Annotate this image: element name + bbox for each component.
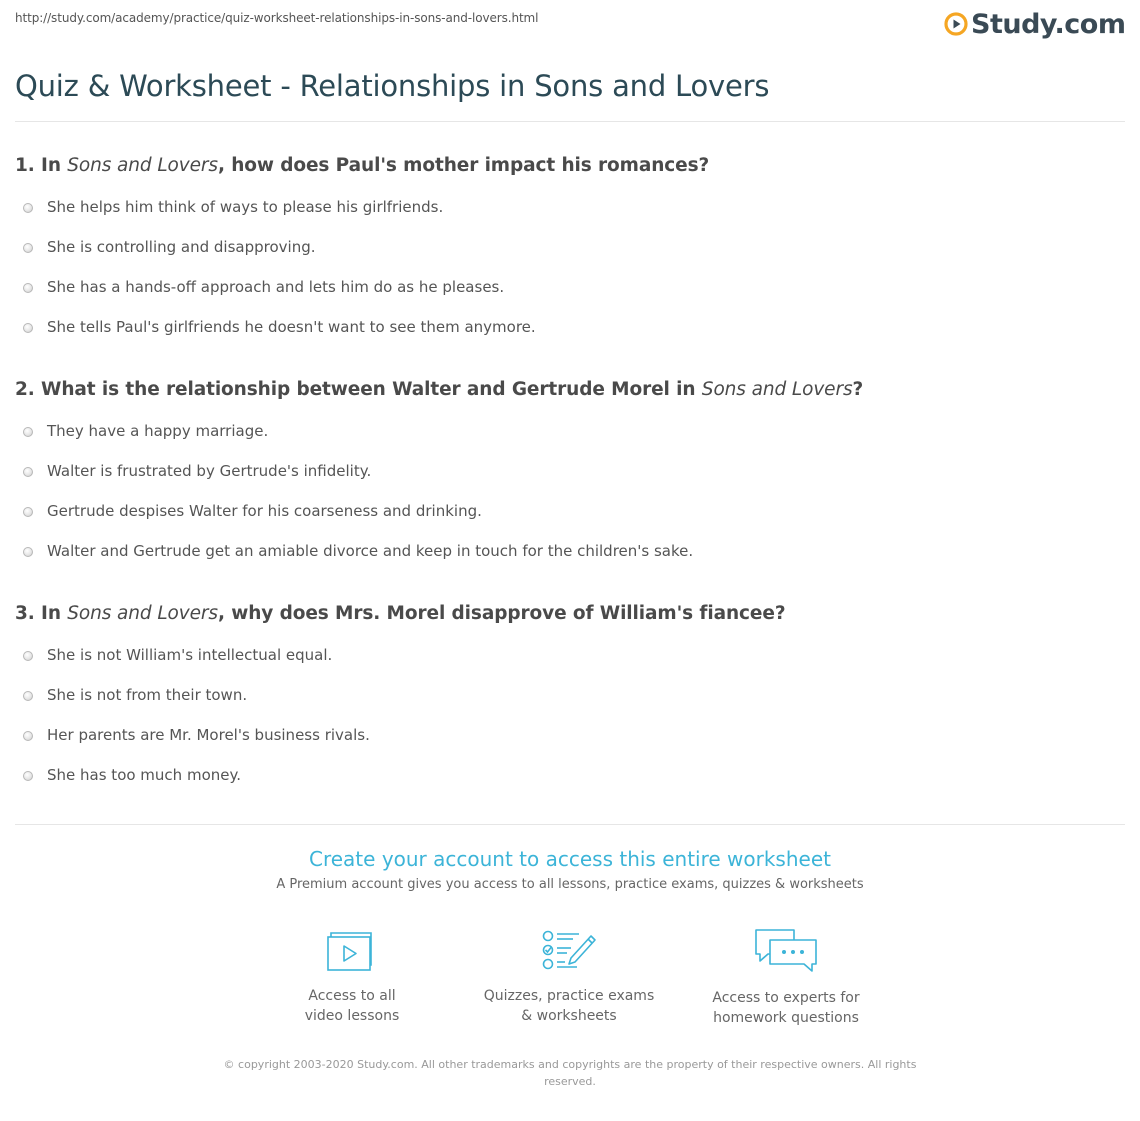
question-3-prefix: 3. In <box>15 603 68 624</box>
question-2-book-title: Sons and Lovers <box>701 379 853 400</box>
question-1-book-title: Sons and Lovers <box>67 155 218 176</box>
answer-text: She has too much money. <box>47 766 241 784</box>
radio-button[interactable] <box>23 731 33 741</box>
question-1 <box>15 155 709 176</box>
answer-text: She is not William's intellectual equal. <box>47 646 333 664</box>
answer-text: Gertrude despises Walter for his coarseness and drinking. <box>47 502 482 520</box>
feature-quizzes <box>469 928 669 1026</box>
question-3 <box>15 603 785 624</box>
feature-video-lessons <box>252 928 452 1026</box>
radio-button[interactable] <box>23 771 33 781</box>
copyright-footer: © copyright 2003-2020 Study.com. All other trademarks and copyrights are the property of their respective owners. All rights reserved. <box>223 1058 917 1088</box>
feature-label: Quizzes, practice exams & worksheets <box>483 988 655 1024</box>
radio-button[interactable] <box>23 547 33 557</box>
radio-button[interactable] <box>23 467 33 477</box>
cta-divider <box>15 824 1125 825</box>
question-3-book-title: Sons and Lovers <box>67 603 218 624</box>
logo-text: Study.com <box>971 8 1126 40</box>
answer-text: Her parents are Mr. Morel's business rivals. <box>47 726 370 744</box>
question-2 <box>15 379 863 400</box>
video-lessons-icon <box>326 928 378 972</box>
question-2-suffix: ? <box>852 379 864 400</box>
radio-button[interactable] <box>23 203 33 213</box>
answer-text: She has a hands-off approach and lets him do as he pleases. <box>47 278 505 296</box>
quiz-checklist-icon <box>541 928 597 972</box>
answer-text: They have a happy marriage. <box>47 422 269 440</box>
study-logo[interactable] <box>944 6 1125 42</box>
page-url: http://study.com/academy/practice/quiz-worksheet-relationships-in-sons-and-lovers.html <box>15 11 539 25</box>
radio-button[interactable] <box>23 323 33 333</box>
create-account-link[interactable]: Create your account to access this entire worksheet <box>309 847 831 871</box>
answer-text: She tells Paul's girlfriends he doesn't want to see them anymore. <box>47 318 536 336</box>
radio-button[interactable] <box>23 283 33 293</box>
question-2-prefix: 2. What is the relationship between Walter and Gertrude Morel in <box>15 379 702 400</box>
page-title: Quiz & Worksheet - Relationships in Sons and Lovers <box>15 69 770 103</box>
play-circle-icon <box>944 12 968 36</box>
answer-text: Walter is frustrated by Gertrude's infidelity. <box>47 462 372 480</box>
question-1-prefix: 1. In <box>15 155 68 176</box>
question-1-suffix: , how does Paul's mother impact his romances? <box>217 155 710 176</box>
radio-button[interactable] <box>23 243 33 253</box>
answer-text: She is not from their town. <box>47 686 248 704</box>
radio-button[interactable] <box>23 507 33 517</box>
cta-subtitle: A Premium account gives you access to all lessons, practice exams, quizzes & worksheets <box>276 877 864 892</box>
radio-button[interactable] <box>23 427 33 437</box>
chat-bubbles-icon <box>754 928 818 974</box>
feature-experts <box>686 928 886 1028</box>
title-divider <box>15 121 1125 122</box>
answer-text: She helps him think of ways to please his girlfriends. <box>47 198 444 216</box>
radio-button[interactable] <box>23 691 33 701</box>
feature-label: Access to all video lessons <box>304 988 400 1024</box>
answer-text: She is controlling and disapproving. <box>47 238 316 256</box>
question-3-suffix: , why does Mrs. Morel disapprove of William's fiancee? <box>217 603 786 624</box>
feature-label: Access to experts for homework questions <box>712 990 860 1026</box>
radio-button[interactable] <box>23 651 33 661</box>
answer-text: Walter and Gertrude get an amiable divorce and keep in touch for the children's sake. <box>47 542 694 560</box>
